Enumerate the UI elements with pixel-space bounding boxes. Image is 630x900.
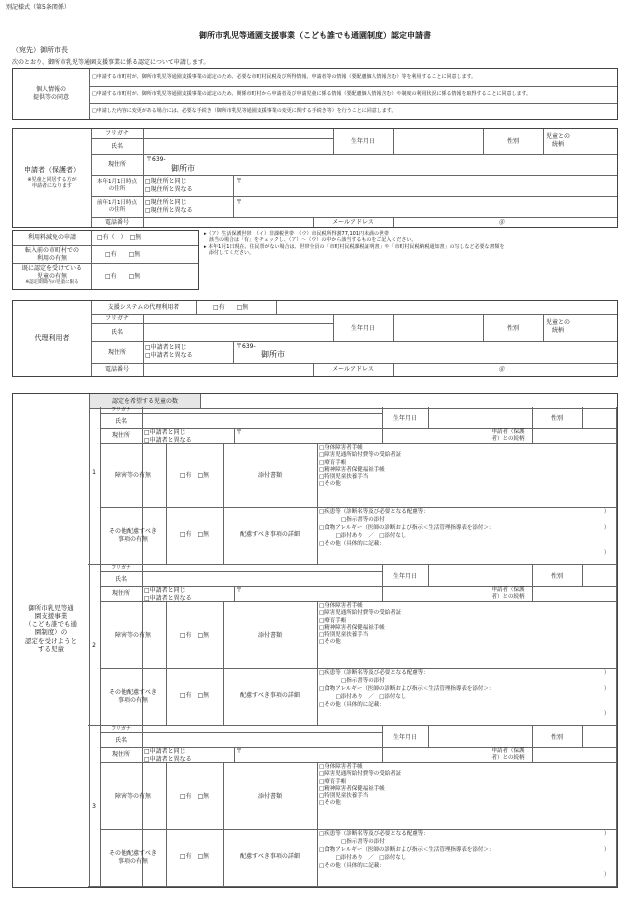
proxy-address-label: 現住所 xyxy=(107,349,126,356)
jan-address-label: 本年1月1日時点 の住所 xyxy=(97,179,137,192)
child-name-input[interactable] xyxy=(143,572,381,586)
prev-jan-address-label: 前年1月1日時点 の住所 xyxy=(97,200,137,213)
eligibility-notes: ▸（ア）生活保護世帯 （イ）非課税世帯 （ウ）市民税所得割77,101円未満の世帯 該当の場合は「有」をチェックし、（ア）～（ウ）の中から該当するものをご記入ください。 ▸ 本年1月1日現在、住民票がない場合は、世帯全員の「市町村民税課税証明書」や「市町村民税納税通知書」の写しなど必要な書類を 添付してください。 xyxy=(204,231,505,256)
name-label: 氏名 xyxy=(110,143,123,150)
close-paren: ） xyxy=(604,831,610,837)
proxy-address-same-options[interactable]: □申請者と同じ □申請者と異なる xyxy=(145,344,193,359)
close-paren: ） xyxy=(604,525,610,531)
care-label: その他配慮すべき 事項の有無 xyxy=(109,850,157,865)
consent-checkbox-3[interactable]: □申請した内容に変更がある場合には、必要な手続き（御所市乳児等通園支援事業の変更に関する手続き等）を行うことに同意します。 xyxy=(92,108,397,114)
children-count-input[interactable] xyxy=(202,394,252,408)
child-relation-label: 申請者（保護 者）との続柄 xyxy=(491,587,525,600)
page-title: 御所市乳児等通園支援事業（こども誰でも通園制度）認定申請書 xyxy=(199,31,431,40)
proxy-postal-prefix: 〒639- xyxy=(236,343,256,350)
care-choice[interactable]: □有 □無 xyxy=(179,531,210,538)
form-reference: 別記様式（第5条関係） xyxy=(6,4,70,11)
disability-choice[interactable]: □有 □無 xyxy=(179,632,210,639)
child-furigana-label: フリガナ xyxy=(111,565,131,571)
consent-checkbox-2[interactable]: □申請する市町村が、御所市乳児等通園支援事業の認定のため、関係市町村から申請者及び申請児童に係る情報（要配慮個人情報含む）や制度の利用状況に係る情報を取得することに同意します。 xyxy=(92,91,532,97)
close-paren: ） xyxy=(604,686,610,692)
phone-label: 電話番号 xyxy=(104,219,129,226)
child-gender-label: 性別 xyxy=(550,573,563,580)
child-name-label: 氏名 xyxy=(114,418,127,425)
existing-child-label: 既に認定を受けている 児童の有無 ※認定期間内の児童に限る xyxy=(21,265,82,285)
attachment-label: 添付書類 xyxy=(257,793,282,800)
child-name-label: 氏名 xyxy=(114,737,127,744)
prior-use-label: 転入前の市町村での 利用の有無 xyxy=(24,247,79,262)
proxy-header: 代理利用者 xyxy=(34,334,70,342)
child-postal-mark: 〒 xyxy=(236,748,243,755)
attachment-label: 添付書類 xyxy=(257,632,282,639)
child-furigana-label: フリガナ xyxy=(111,726,131,732)
child-block xyxy=(88,565,617,726)
prev-jan-address-same-options[interactable]: □現住所と同じ □現住所と異なる xyxy=(145,199,193,214)
child-block xyxy=(88,407,617,565)
child-name-input[interactable] xyxy=(143,733,381,747)
fee-reduction-choice[interactable]: □有（ ） □無 xyxy=(97,234,142,241)
close-paren: ） xyxy=(604,872,610,878)
close-paren: ） xyxy=(604,550,610,556)
eligibility-section xyxy=(12,230,199,290)
proxy-name-input[interactable] xyxy=(144,324,332,341)
child-birth-label: 生年月日 xyxy=(392,734,417,741)
applicant-name-input[interactable] xyxy=(144,139,332,154)
close-paren: ） xyxy=(604,509,610,515)
consent-header: 個人情報の 提供等の同意 xyxy=(32,86,69,101)
care-detail-label: 配慮すべき事項の詳細 xyxy=(240,853,300,860)
applicant-header: 申請者（保護者） xyxy=(24,166,80,174)
child-address-same-options[interactable]: □申請者と同じ □申請者と異なる xyxy=(144,429,192,444)
child-name-input[interactable] xyxy=(143,414,381,428)
proxy-email-label: メールアドレス xyxy=(332,366,374,373)
attachment-checkboxes[interactable]: □身体障害者手帳 □障害児通所給付費等の受給者証 □療育手帳 □精神障害者保健福祉手帳 □特別児童扶養手当 □その他 xyxy=(319,445,402,488)
child-number: 3 xyxy=(92,803,96,810)
child-postal-mark: 〒 xyxy=(236,429,243,436)
existing-child-choice[interactable]: □有 □無 xyxy=(105,273,141,280)
disability-label: 障害等の有無 xyxy=(114,632,151,639)
close-paren: ） xyxy=(604,847,610,853)
consent-section xyxy=(12,68,618,120)
attachment-checkboxes[interactable]: □身体障害者手帳 □障害児通所給付費等の受給者証 □療育手帳 □精神障害者保健福祉手帳 □特別児童扶養手当 □その他 xyxy=(319,603,402,646)
child-postal-mark: 〒 xyxy=(236,587,243,594)
intro-text: 次のとおり、御所市乳児等通園支援事業に係る認定について申請します。 xyxy=(12,59,210,66)
jan-postal-mark: 〒 xyxy=(236,178,243,185)
care-label: その他配慮すべき 事項の有無 xyxy=(109,528,157,543)
care-detail-checkboxes[interactable]: □疾患等（診断名等及び必要となる配慮等： □指示書等の添付 □食物アレルギー（医師の診断および指示＜生活管理指導表を添付＞： □添付あり ／ □添付なし □その他（具体的に記載： xyxy=(319,670,495,708)
care-choice[interactable]: □有 □無 xyxy=(179,692,210,699)
addressee: （宛先）御所市長 xyxy=(12,46,68,54)
applicant-furigana-input[interactable] xyxy=(144,129,332,138)
email-at-sign: ＠ xyxy=(499,219,506,226)
applicant-section xyxy=(12,128,618,228)
child-gender-label: 性別 xyxy=(550,734,563,741)
applicant-header-note: ※児童と同居する方が 申請者になります xyxy=(27,177,77,190)
care-choice[interactable]: □有 □無 xyxy=(179,853,210,860)
child-address-same-options[interactable]: □申請者と同じ □申請者と異なる xyxy=(144,587,192,602)
city-name: 御所市 xyxy=(171,164,195,173)
gender-label: 性別 xyxy=(506,138,519,145)
email-label: メールアドレス xyxy=(332,219,374,226)
child-furigana-label: フリガナ xyxy=(111,407,131,413)
consent-checkbox-1[interactable]: □申請する市町村が、御所市乳児等通園支援事業の認定のため、必要な市町村民税及び所得情報、申請者等の情報（要配慮個人情報含む）等を利用することに同意します。 xyxy=(92,74,477,80)
close-paren: ） xyxy=(604,711,610,717)
proxy-phone-label: 電話番号 xyxy=(104,366,129,373)
jan-address-same-options[interactable]: □現住所と同じ □現住所と異なる xyxy=(145,178,193,193)
proxy-gender-label: 性別 xyxy=(506,325,519,332)
system-proxy-choice[interactable]: □有 □無 xyxy=(213,304,249,311)
proxy-city-name: 御所市 xyxy=(261,350,285,359)
care-detail-checkboxes[interactable]: □疾患等（診断名等及び必要となる配慮等： □指示書等の添付 □食物アレルギー（医師の診断および指示＜生活管理指導表を添付＞： □添付あり ／ □添付なし □その他（具体的に記載： xyxy=(319,831,495,869)
child-gender-label: 性別 xyxy=(550,415,563,422)
disability-choice[interactable]: □有 □無 xyxy=(179,793,210,800)
child-number: 2 xyxy=(92,642,96,649)
close-paren: ） xyxy=(604,670,610,676)
care-label: その他配慮すべき 事項の有無 xyxy=(109,689,157,704)
applicant-birth-input[interactable] xyxy=(394,129,482,154)
children-count-label: 認定を希望する児童の数 xyxy=(111,398,178,405)
birth-label: 生年月日 xyxy=(350,138,375,145)
child-name-label: 氏名 xyxy=(114,576,127,583)
child-address-label: 現住所 xyxy=(111,751,130,758)
care-detail-label: 配慮すべき事項の詳細 xyxy=(240,692,300,699)
proxy-section xyxy=(12,300,618,377)
postal-prefix: 〒639- xyxy=(146,156,166,163)
proxy-email-at-sign: ＠ xyxy=(499,366,506,373)
prev-jan-postal-mark: 〒 xyxy=(236,199,243,206)
care-detail-label: 配慮すべき事項の詳細 xyxy=(240,531,300,538)
child-relation-label: 申請者（保護 者）との続柄 xyxy=(491,748,525,761)
child-block xyxy=(88,726,617,887)
prior-use-choice[interactable]: □有 □無 xyxy=(105,251,141,258)
proxy-birth-label: 生年月日 xyxy=(350,325,375,332)
furigana-label: フリガナ xyxy=(105,130,129,137)
attachment-label: 添付書類 xyxy=(257,472,282,479)
disability-label: 障害等の有無 xyxy=(114,472,151,479)
child-address-same-options[interactable]: □申請者と同じ □申請者と異なる xyxy=(144,748,192,763)
proxy-name-label: 氏名 xyxy=(110,329,123,336)
child-address-label: 現住所 xyxy=(111,432,130,439)
system-proxy-label: 支援システムの代理利用者 xyxy=(107,304,180,311)
care-detail-checkboxes[interactable]: □疾患等（診断名等及び必要となる配慮等： □指示書等の添付 □食物アレルギー（医師の診断および指示＜生活管理指導表を添付＞： □添付あり ／ □添付なし □その他（具体的に記載： xyxy=(319,509,495,547)
disability-label: 障害等の有無 xyxy=(114,793,151,800)
child-address-label: 現住所 xyxy=(111,590,130,597)
attachment-checkboxes[interactable]: □身体障害者手帳 □障害児通所給付費等の受給者証 □療育手帳 □精神障害者保健福祉手帳 □特別児童扶養手当 □その他 xyxy=(319,764,402,807)
proxy-furigana-label: フリガナ xyxy=(105,315,129,322)
proxy-relation-label: 児童との 続柄 xyxy=(545,319,570,334)
fee-reduction-label: 利用料減免の申請 xyxy=(27,234,76,241)
child-relation-label: 申請者（保護 者）との続柄 xyxy=(491,429,525,442)
relation-label: 児童との 続柄 xyxy=(545,133,570,148)
child-birth-label: 生年月日 xyxy=(392,573,417,580)
child-number: 1 xyxy=(92,469,96,476)
child-birth-label: 生年月日 xyxy=(392,415,417,422)
address-label: 現住所 xyxy=(107,161,126,168)
children-header: 御所市乳児等通 園支援事業 （こども誰でも通 園制度）の 認定を受けようと する児童 xyxy=(25,604,77,653)
disability-choice[interactable]: □有 □無 xyxy=(179,472,210,479)
